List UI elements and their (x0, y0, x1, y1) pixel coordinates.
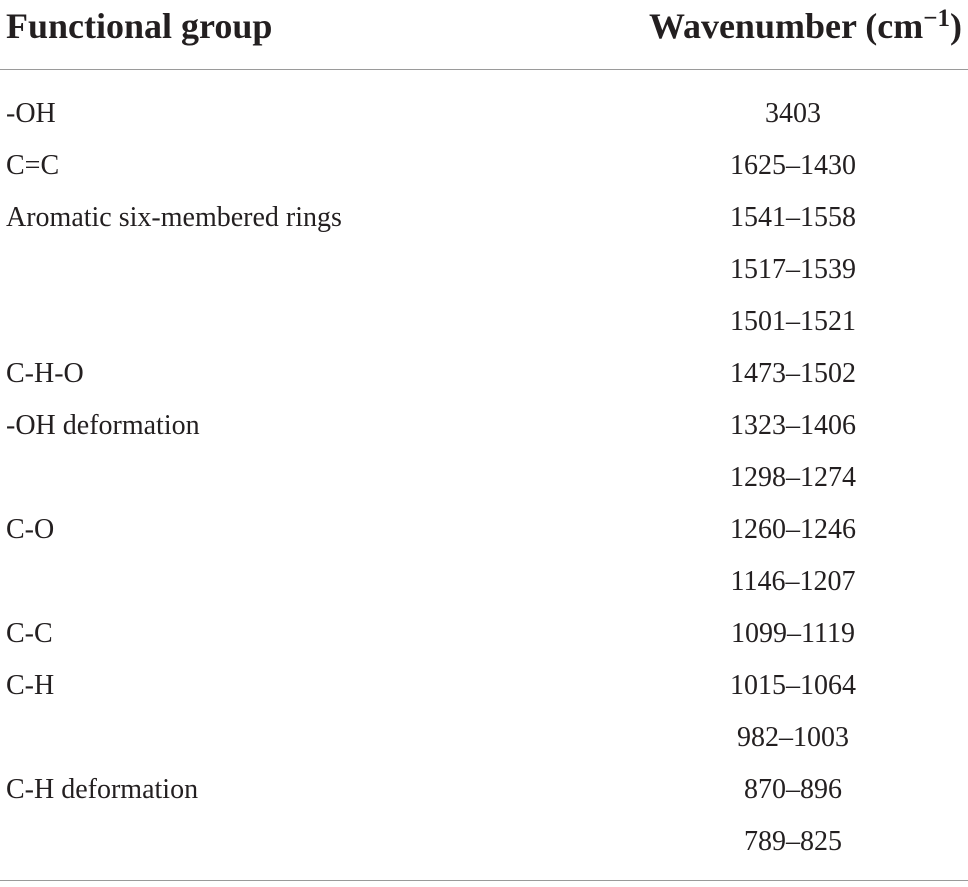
table-row (0, 764, 968, 816)
wavenumber-cell: 982–1003 (737, 722, 849, 753)
wavenumber-cell: 1625–1430 (730, 150, 856, 181)
functional-group-cell: -OH (6, 98, 56, 129)
wavenumber-cell: 1541–1558 (730, 202, 856, 233)
header-wavenumber (649, 4, 962, 48)
wavenumber-cell: 1146–1207 (730, 566, 856, 597)
table-row (0, 816, 968, 868)
header-wavenumber-exponent: −1 (923, 5, 950, 32)
functional-group-cell: C-H-O (6, 358, 84, 389)
wavenumber-cell: 1298–1274 (730, 462, 856, 493)
functional-group-cell: C-C (6, 618, 53, 649)
table-row (0, 712, 968, 764)
wavenumber-cell: 1501–1521 (730, 306, 856, 337)
table-row (0, 556, 968, 608)
header-rule (0, 69, 968, 70)
functional-group-cell: C-H deformation (6, 774, 199, 805)
header-wavenumber-label: Wavenumber (cm (648, 6, 924, 46)
functional-group-cell: -OH deformation (6, 410, 200, 441)
functional-group-cell: C=C (6, 150, 60, 181)
table-row (0, 296, 968, 348)
table-row (0, 400, 968, 452)
wavenumber-cell: 1517–1539 (730, 254, 856, 285)
header-functional-group: Functional group (6, 6, 273, 46)
wavenumber-cell: 1323–1406 (730, 410, 856, 441)
table-row (0, 608, 968, 660)
functional-group-cell: C-O (6, 514, 55, 545)
wavenumber-cell: 3403 (765, 98, 821, 129)
functional-group-cell: Aromatic six-membered rings (6, 202, 342, 233)
table-row (0, 88, 968, 140)
wavenumber-cell: 1015–1064 (730, 670, 856, 701)
table-row (0, 244, 968, 296)
bottom-rule (0, 880, 968, 881)
table-row (0, 192, 968, 244)
table-row (0, 140, 968, 192)
table-row (0, 504, 968, 556)
table-row (0, 348, 968, 400)
functional-group-cell: C-H (6, 670, 55, 701)
wavenumber-cell: 1473–1502 (730, 358, 856, 389)
table-body (0, 88, 968, 868)
wavenumber-cell: 1099–1119 (731, 618, 855, 649)
table-row (0, 452, 968, 504)
table-row (0, 660, 968, 712)
wavenumber-cell: 789–825 (744, 826, 842, 857)
wavenumber-cell: 870–896 (744, 774, 842, 805)
table-header (0, 0, 968, 70)
wavenumber-cell: 1260–1246 (730, 514, 856, 545)
header-wavenumber-close: ) (950, 6, 962, 46)
